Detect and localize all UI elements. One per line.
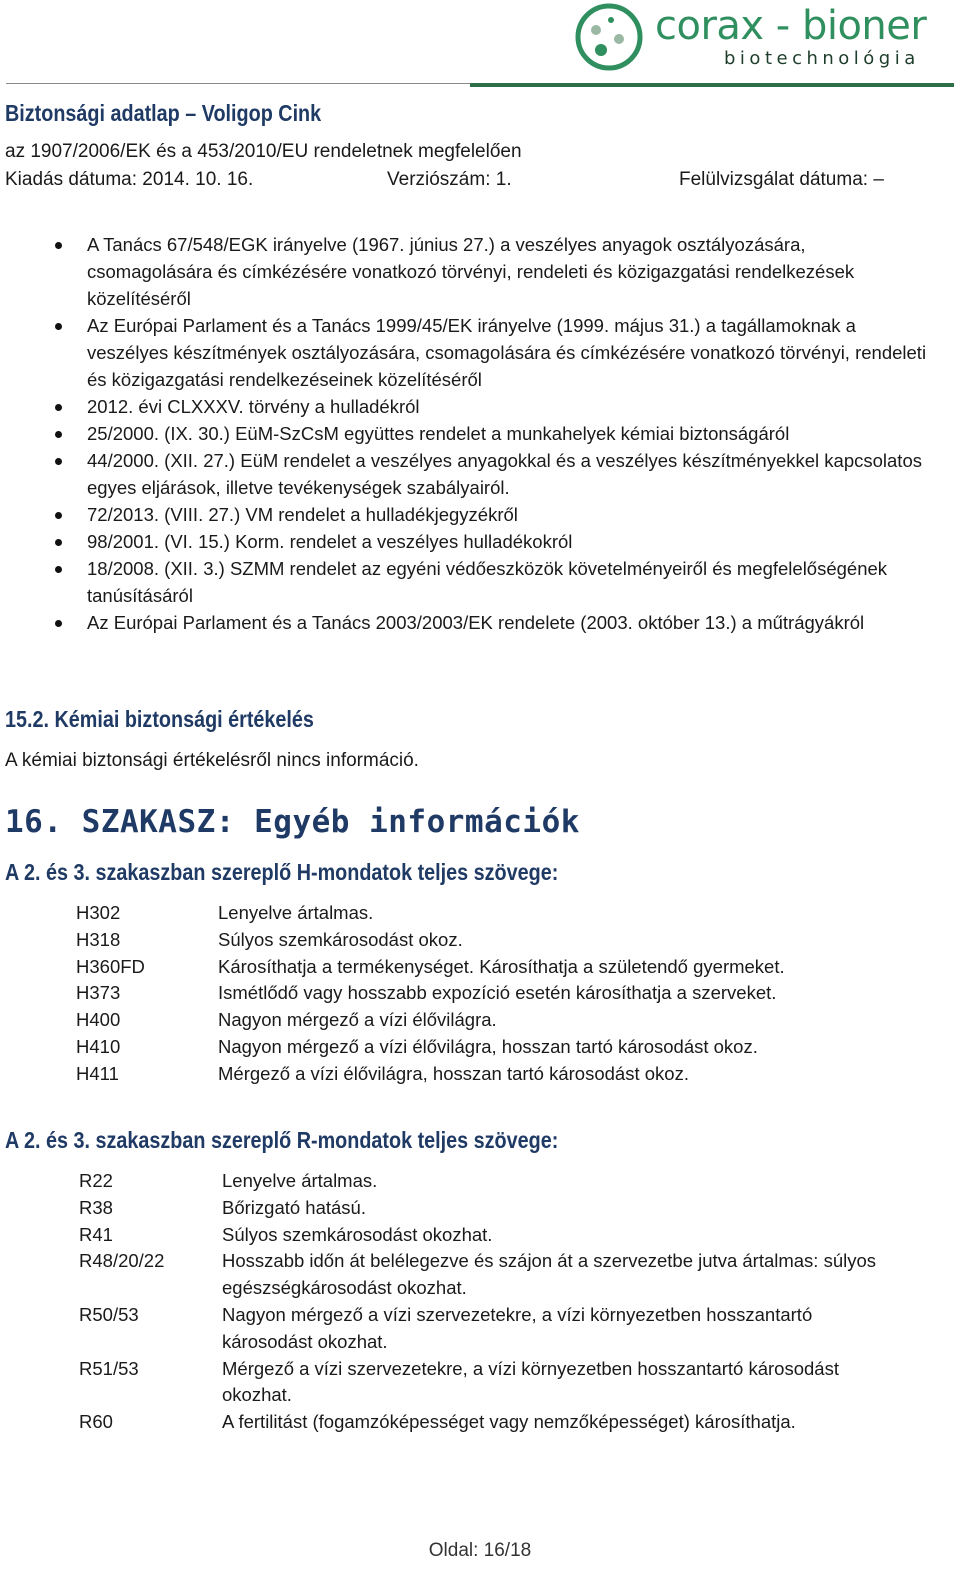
header-accent-bar [470,83,954,87]
company-logo [575,2,955,72]
statement-row [79,1222,889,1249]
bullet-icon [55,458,62,465]
statement-text: Lenyelve ártalmas. [222,1170,378,1191]
statement-text: Nagyon mérgező a vízi élővilágra, hosszan tartó károsodást okoz. [218,1035,758,1057]
h-statements-list [76,900,936,1088]
statement-row [79,1248,889,1302]
list-item: 2012. évi CLXXXV. törvény a hulladékról [48,393,928,420]
bullet-icon [55,512,62,519]
list-item: 44/2000. (XII. 27.) EüM rendelet a veszélyes anyagokkal és a veszélyes készítményekkel kapcsolatos egyes eljárások, illetve tevékenységek szabályairól. [48,447,928,501]
statement-row [79,1302,889,1356]
r-statements-list [79,1168,889,1436]
statement-text: Mérgező a vízi élővilágra, hosszan tartó károsodást okoz. [218,1062,689,1084]
statement-code: R41 [79,1223,113,1245]
section-15-2-text: A kémiai biztonsági értékelésről nincs információ. [5,750,419,771]
bullet-icon [55,620,62,627]
bullet-icon [55,539,62,546]
review-date: Felülvizsgálat dátuma: – [679,169,884,190]
statement-text: Károsíthatja a termékenységet. Károsíthatja a születendő gyermeket. [218,955,785,977]
list-item: Az Európai Parlament és a Tanács 2003/2003/EK rendelete (2003. október 13.) a műtrágyákról [48,609,928,636]
statement-code: H400 [76,1009,121,1031]
statement-text: Ismétlődő vagy hosszabb expozíció esetén károsíthatja a szerveket. [218,982,777,1004]
statement-row [76,980,936,1007]
logo-mark-icon [575,2,645,72]
list-item: 18/2008. (XII. 3.) SZMM rendelet az egyéni védőeszközök követelményeiről és megfelelőségének tanúsításáról [48,555,928,609]
list-item: 98/2001. (VI. 15.) Korm. rendelet a veszélyes hulladékokról [48,528,928,555]
statement-code: R38 [79,1196,113,1218]
statement-code: H318 [76,928,121,950]
bullet-icon [55,431,62,438]
h-statements-heading: A 2. és 3. szakaszban szereplő H-mondatok teljes szövege: [5,859,559,885]
statement-row [79,1356,889,1410]
statement-text: Nagyon mérgező a vízi szervezetekre, a vízi környezetben hosszantartó károsodást okozhat. [222,1303,813,1352]
r-statements-heading: A 2. és 3. szakaszban szereplő R-mondatok teljes szövege: [5,1127,559,1153]
document-title: Biztonsági adatlap – Voligop Cink [5,100,322,126]
statement-text: A fertilitást (fogamzóképességet vagy nemzőképességet) károsíthatja. [222,1411,796,1433]
statement-code: R48/20/22 [79,1250,165,1272]
statement-code: H360FD [76,955,145,977]
bullet-icon [55,323,62,330]
statement-code: H411 [76,1062,119,1084]
regulations-list [48,231,928,636]
bullet-icon [55,404,62,411]
statement-row [76,900,936,927]
statement-row [76,927,936,954]
statement-row [76,1061,936,1088]
list-item: Az Európai Parlament és a Tanács 1999/45/EK irányelve (1999. május 31.) a tagállamoknak a veszélyes készítmények osztályozására, csomagolására és címkézésére vonatkozó törvényi, rendeleti és közigazgatási rendelkezéseinek közelítéséről [48,312,928,393]
statement-row [79,1195,889,1222]
version-number: Verziószám: 1. [387,169,512,190]
statement-row [79,1409,889,1436]
section-16-heading: 16. SZAKASZ: Egyéb információk [5,804,580,840]
statement-text: Mérgező a vízi szervezetekre, a vízi környezetben hosszantartó károsodást okozhat. [222,1357,839,1406]
page-number: Oldal: 16/18 [428,1540,532,1561]
statement-code: R60 [79,1411,113,1433]
statement-text: Lenyelve ártalmas. [218,902,374,923]
statement-text: Bőrizgató hatású. [222,1196,366,1218]
statement-code: R50/53 [79,1303,139,1325]
section-15-2-heading: 15.2. Kémiai biztonsági értékelés [5,706,314,732]
logo-subtitle: biotechnológia [724,48,920,69]
list-item: 25/2000. (IX. 30.) EüM-SzCsM együttes rendelet a munkahelyek kémiai biztonságáról [48,420,928,447]
statement-code: H302 [76,902,121,923]
list-item: A Tanács 67/548/EGK irányelve (1967. június 27.) a veszélyes anyagok osztályozására, csomagolására és címkézésére vonatkozó törvényi, rendeleti és közigazgatási rendelkezések közelítéséről [48,231,928,312]
statement-row [76,1034,936,1061]
statement-text: Súlyos szemkárosodást okoz. [218,928,463,950]
statement-text: Súlyos szemkárosodást okozhat. [222,1223,493,1245]
bullet-icon [55,566,62,573]
statement-text: Hosszabb időn át belélegezve és szájon át a szervezetbe jutva ártalmas: súlyos egészségkárosodást okozhat. [222,1250,877,1299]
statement-code: H373 [76,982,121,1004]
bullet-icon [55,242,62,249]
statement-code: R22 [79,1170,113,1191]
statement-code: H410 [76,1035,121,1057]
logo-name: corax - bioner [655,3,927,49]
statement-row [76,954,936,981]
regulation-line: az 1907/2006/EK és a 453/2010/EU rendeletnek megfelelően [5,141,522,162]
statement-row [76,1007,936,1034]
statement-row [79,1168,889,1195]
list-item: 72/2013. (VIII. 27.) VM rendelet a hulladékjegyzékről [48,501,928,528]
statement-text: Nagyon mérgező a vízi élővilágra. [218,1009,497,1031]
issue-date: Kiadás dátuma: 2014. 10. 16. [5,169,254,190]
statement-code: R51/53 [79,1357,139,1379]
